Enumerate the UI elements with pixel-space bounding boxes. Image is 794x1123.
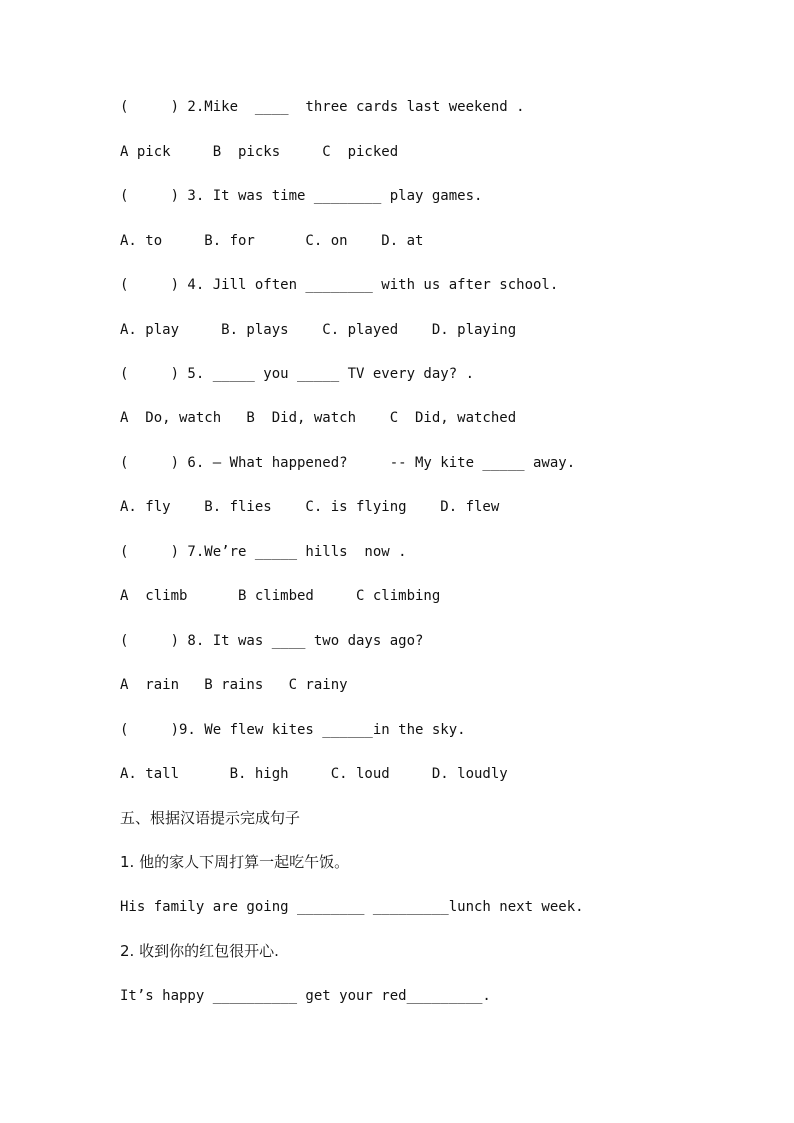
question-5-options: A Do, watch B Did, watch C Did, watched <box>120 410 517 426</box>
question-4-options: A. play B. plays C. played D. playing <box>120 322 517 338</box>
question-2-stem: ( ) 2.Mike ____ three cards last weekend . <box>120 99 525 115</box>
question-3-options: A. to B. for C. on D. at <box>120 233 424 249</box>
question-2-options: A pick B picks C picked <box>120 144 399 160</box>
sentence-2-english: It’s happy __________ get your red_________. <box>120 988 491 1004</box>
question-3-stem: ( ) 3. It was time ________ play games. <box>120 188 483 204</box>
question-7-options: A climb B climbed C climbing <box>120 588 441 604</box>
question-8-stem: ( ) 8. It was ____ two days ago? <box>120 633 424 649</box>
question-5-stem: ( ) 5. _____ you _____ TV every day? . <box>120 366 475 382</box>
question-9-options: A. tall B. high C. loud D. loudly <box>120 766 508 782</box>
sentence-1-chinese: 1. 他的家人下周打算一起吃午饭。 <box>120 853 350 871</box>
sentence-2-chinese: 2. 收到你的红包很开心. <box>120 942 279 960</box>
question-9-stem: ( )9. We flew kites ______in the sky. <box>120 722 466 738</box>
section-5-heading: 五、根据汉语提示完成句子 <box>120 809 301 827</box>
question-4-stem: ( ) 4. Jill often ________ with us after school. <box>120 277 559 293</box>
question-7-stem: ( ) 7.We’re _____ hills now . <box>120 544 407 560</box>
question-6-stem: ( ) 6. — What happened? -- My kite _____ away. <box>120 455 576 471</box>
sentence-1-english: His family are going ________ _________lunch next week. <box>120 899 584 915</box>
question-8-options: A rain B rains C rainy <box>120 677 348 693</box>
question-6-options: A. fly B. flies C. is flying D. flew <box>120 499 500 515</box>
